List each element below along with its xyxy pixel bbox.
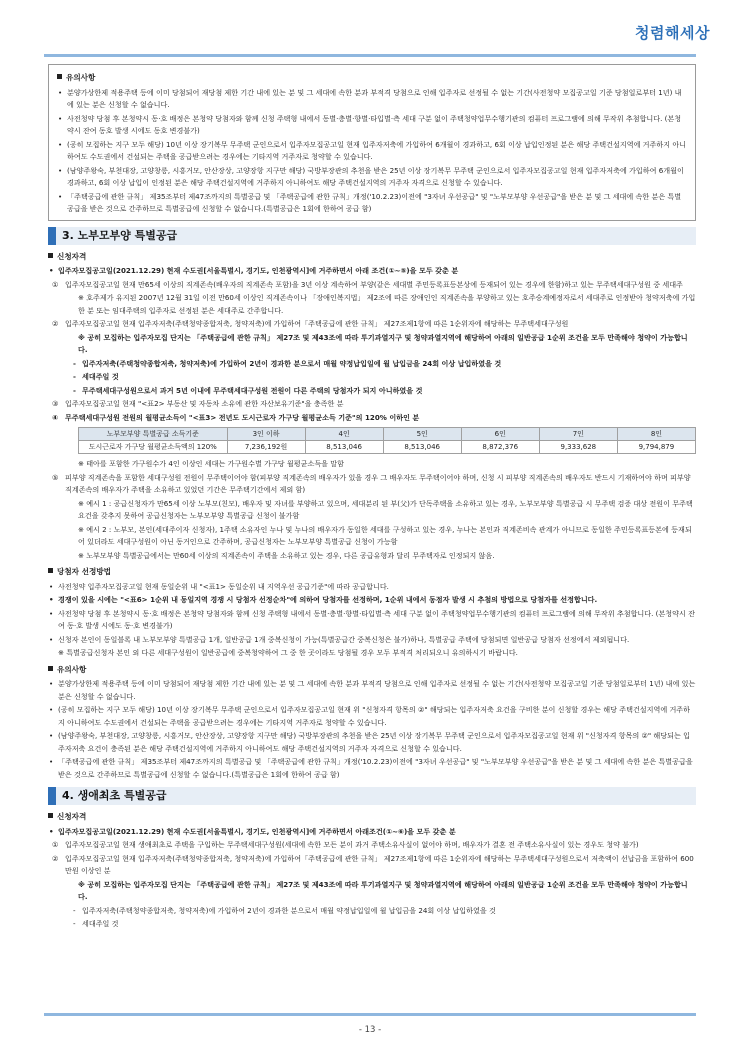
numbered-item: ① 입주자모집공고일 현재 생애최초로 주택을 구입하는 무주택세대구성원(세대에 속한 모든 분이 과거 주택소유사실이 없어야 하며, 배우자가 결혼 전 주택소유사실이 있는 경우도 청약 불가) (52, 840, 639, 849)
page-number: - 13 - (358, 1025, 382, 1035)
bullet-item: • 신청자 본인이 동일블록 내 노부모부양 특별공급 1개, 일반공급 1개 중복신청이 가능(특별공급간 중복신청은 불가)하나, 특별공급 주택에 당첨되면 일반공급 당첨자 선정에서 제외됩니다. (48, 634, 696, 647)
page-content (48, 64, 696, 932)
bullet-item: • (남양주왕숙, 부천대장, 고양창릉, 시흥거모, 안산장상, 고양장항 지구만 해당) 국방부장관의 추천을 받은 25년 이상 장기복무 무주택 군인으로서 입주자모집공고일 현재 위 "신청자격 항목의 ②" 해당되는 입주자저축 요건이 충족된 분은 해당 주택건설지역에 거주하지 아니하여도 해당 주택건설지역의 거주자 자격으로 신청할 수 있습니다. (48, 730, 696, 755)
table-header-cell: 8인 (617, 428, 695, 441)
section-marker (48, 227, 56, 245)
table-header-cell: 7인 (539, 428, 617, 441)
dash-item: - 세대주일 것 (48, 371, 696, 384)
note-item: ※ 특별공급신청자 본인 외 다른 세대구성원이 일반공급에 중복청약하여 그 중 한 곳이라도 당첨될 경우 모두 부적격 처리되오니 유의하시기 바랍니다. (58, 648, 518, 657)
note-item: ※ 공히 모집하는 입주자모집 단지는 「주택공급에 관한 규칙」 제27조 및 제43조에 따라 투기과열지구 및 청약과열지역에 해당하여 아래의 일반공급 1순위 조건을 모두 만족해야 청약이 가능합니다. (78, 332, 688, 354)
table-header-row (79, 428, 696, 441)
bullet-item: • 사전청약 당첨 후 본청약시 동·호 배정은 본청약 당첨자와 함께 신청 주택형 내에서 동별·층별·향별·타입별·측 세대 구분 없이 주택청약업무수행기관의 컴퓨터 프로그램에 의해 무작위 추첨합니다. (본청약시 잔여 동·호 발생 시에도 동·호 변경불가) (48, 608, 696, 633)
top-divider (44, 54, 696, 57)
numbered-item: ② 입주자모집공고일 현재 입주자저축(주택청약종합저축, 청약저축)에 가입하여「주택공급에 관한 규칙」 제27조제1항에 따른 1순위자에 해당하는 무주택세대구성원으로서 저축액이 선납금을 포함하여 600만원 이상인 분 (52, 853, 694, 875)
table-cell: 8,513,046 (305, 441, 383, 454)
bullet-item: • 사전청약 당첨 후 본청약시 동·호 배정은 본청약 당첨자와 함께 신청 주택형 내에서 동별·층별·향별·타입별·측 세대 구분 없이 주택청약업무수행기관의 컴퓨터 프로그램에 의해 무작위 추첨합니다. (본청약시 잔여 동호 발생 시에도 동호 변경불가) (57, 113, 687, 138)
subheading: 신청자격 (48, 811, 696, 824)
table-cell: 8,872,376 (461, 441, 539, 454)
section-heading: 4. 생애최초 특별공급 (48, 787, 696, 805)
bottom-divider (44, 1013, 696, 1016)
bullet-item: • 입주자모집공고일(2021.12.29) 현재 수도권[서울특별시, 경기도, 인천광역시]에 거주하면서 아래 조건(①~⑤)을 모두 갖춘 분 (48, 265, 696, 278)
table-header-cell: 3인 이하 (227, 428, 305, 441)
note-item: ※ 예시 1 : 공급신청자가 만65세 이상 노부모(친모), 배우자 및 자녀를 부양하고 있으며, 세대분리 된 부(父)가 단독주택을 소유하고 있는 경우, 노부모부양 특별공급 시 무주택 검증 대상 전원이 무주택요건을 갖추지 못하여 공급신청자는 노부모부양 특별공급 신청이 불가함 (78, 498, 693, 520)
table-cell: 9,333,628 (539, 441, 617, 454)
logo: 청렴해세상 (635, 24, 710, 42)
square-bullet-icon (48, 666, 53, 671)
table-header-cell: 4인 (305, 428, 383, 441)
dash-item: - 입주자저축(주택청약종합저축, 청약저축)에 가입하여 2년이 경과한 분으로서 매월 약정납입일에 월 납입금을 24회 이상 납입하였을 것 (48, 905, 696, 918)
section-marker (48, 787, 56, 805)
table-cell: 8,513,046 (383, 441, 461, 454)
table-header-cell: 5인 (383, 428, 461, 441)
square-bullet-icon (48, 568, 53, 573)
note-item: ※ 노부모부양 특별공급에서는 만60세 이상의 직계존속이 주택을 소유하고 있는 경우, 다른 공급유형과 달리 무주택자로 인정되지 않음. (78, 550, 495, 560)
bullet-item: • 경쟁이 있을 시에는 "<표6> 1순위 내 동일지역 경쟁 시 당첨자 선정순차"에 의하여 당첨자를 선정하며, 1순위 내에서 동점자 발생 시 추첨의 방법으로 당첨자를 선정합니다. (48, 594, 696, 607)
subheading: 유의사항 (48, 664, 696, 677)
bullet-item: • 사전청약 입주자모집공고일 현재 동일순위 내 "<표1> 동일순위 내 지역우선 공급기준"에 따라 공급합니다. (48, 581, 696, 594)
bullet-item: • (남양주왕숙, 부천대장, 고양창릉, 시흥거모, 안산장상, 고양장항 지구만 해당) 국방부장관의 추천을 받은 25년 이상 장기복무 무주택 군인으로서 입주자모집공고일 현재 입주자저축에 가입하여 6개월이 경과하고, 6회 이상 납입이 인정된 분은 해당 주택건설지역에 거주하지 아니하여도 해당 주택건설지역의 거주자 자격으로 신청할 수 있습니다. (57, 165, 687, 190)
square-bullet-icon (48, 253, 53, 258)
note-item: ※ 태아를 포함한 가구원수가 4인 이상인 세대는 가구원수별 가구당 월평균소득을 말함 (78, 459, 344, 468)
note-item: ※ 공히 모집하는 입주자모집 단지는 「주택공급에 관한 규칙」 제27조 및 제43조에 따라 투기과열지구 및 청약과열지역에 해당하여 아래의 일반공급 1순위 조건을 모두 만족해야 청약이 가능합니다. (78, 879, 688, 901)
table-header-cell: 노부모부양 특별공급 소득기준 (79, 428, 228, 441)
dash-item: - 입주자저축(주택청약종합저축, 청약저축)에 가입하여 2년이 경과한 분으로서 매월 약정납입일에 월 납입금을 24회 이상 납입하였을 것 (48, 358, 696, 371)
table-cell: 7,236,192원 (227, 441, 305, 454)
table-cell: 도시근로자 가구당 월평균소득액의 120% (79, 441, 228, 454)
numbered-item: ③ 입주자모집공고일 현재 "<표2> 부동산 및 자동차 소유에 관한 자산보유기준"을 충족한 분 (52, 399, 344, 408)
numbered-item: ④ 무주택세대구성원 전원의 월평균소득이 "<표3> 전년도 도시근로자 가구당 월평균소득 기준"의 120% 이하인 분 (52, 412, 420, 422)
bullet-item: • 「주택공급에 관한 규칙」 제35조부터 제47조까지의 특별공급 및 「주택공급에 관한 규칙」개정('10.2.23)이전에 "3자녀 우선공급" 및 "노부모부양 우선공급"을 받은 분 및 그 세대에 속한 분은 특별공급을 받은 것으로 간주하므로 특별공급에 신청할 수 없습니다.(특별공급은 1회에 한하여 공급 함) (57, 191, 687, 216)
top-caution-box (48, 64, 696, 221)
dash-item: - 무주택세대구성원으로서 과거 5년 이내에 무주택세대구성원 전원이 다른 주택의 당첨자가 되지 아니하였을 것 (48, 385, 696, 398)
bullet-item: • (공히 모집하는 지구 모두 해당) 10년 이상 장기복무 무주택 군인으로서 입주자모집공고일 현재 위 "신청자격 항목의 ②" 해당되는 입주자저축 요건을 구비한 분이 신청할 경우는 해당 주택건설지역에 거주하지 아니하여도 수도권에서 건설되는 주택을 공급받으려는 경우에는 기타지역 거주자로 청약할 수 있습니다. (48, 704, 696, 729)
table-header-cell: 6인 (461, 428, 539, 441)
square-bullet-icon (57, 74, 62, 79)
bullet-item: • 분양가상한제 적용주택 등에 이미 당첨되어 재당첨 제한 기간 내에 있는 분 및 그 세대에 속한 분과 부적격 당첨으로 인해 입주자로 선정될 수 없는 기간(사전청약 모집공고일 기준 당첨일로부터 1년) 내에 있는 분은 신청할 수 없습니다. (48, 678, 696, 703)
bullet-item: • 입주자모집공고일(2021.12.29) 현재 수도권[서울특별시, 경기도, 인천광역시]에 거주하면서 아래조건(①~⑥)을 모두 갖춘 분 (48, 826, 696, 839)
subheading: 신청자격 (48, 251, 696, 264)
subheading: 유의사항 (57, 72, 687, 85)
bullet-item: • 「주택공급에 관한 규칙」 제35조부터 제47조까지의 특별공급 및 「주택공급에 관한 규칙」개정('10.2.23)이전에 "3자녀 우선공급" 및 "노부모부양 우선공급"을 받은 분 및 그 세대에 속한 분은 특별공급을 받은 것으로 간주하므로 특별공급에 신청할 수 없습니다.(특별공급은 1회에 한하여 공급 함) (48, 756, 696, 781)
subheading: 당첨자 선정방법 (48, 566, 696, 579)
note-item: ※ 예시 2 : 노부모, 본인(세대주이자 신청자), 1주택 소유자인 누나 및 누나의 배우자가 동일한 세대를 구성하고 있는 경우, 누나는 본인과 직계존비속 관계가 아니므로 동일한 주민등록표등본에 등재되어 있더라도 세대구성원이 아닌 동거인으로 간주하며, 공급신청자는 노부모부양 특별공급 신청이 가능함 (78, 524, 692, 546)
numbered-item: ① 입주자모집공고일 현재 만65세 이상의 직계존속(배우자의 직계존속 포함)을 3년 이상 계속하여 부양(같은 세대별 주민등록표등본상에 등재되어 있는 경우에 한함)하고 있는 무주택세대구성원 중 세대주 (52, 279, 683, 289)
note-item: ※ 호주제가 유지된 2007년 12월 31일 이전 만60세 이상인 직계존속이나 「장애인복지법」 제2조에 따른 장애인인 직계존속을 부양하고 있는 호주승계예정자로서 세대주로 인정받아 청약저축에 가입한 분 또는 임대주택의 입주자로 선정된 분은 세대주로 간주합니다. (78, 293, 696, 315)
dash-item: - 세대주일 것 (48, 918, 696, 931)
table-cell: 9,794,879 (617, 441, 695, 454)
numbered-item: ② 입주자모집공고일 현재 입주자저축(주택청약종합저축, 청약저축)에 가입하여「주택공급에 관한 규칙」 제27조제1항에 따른 1순위자에 해당하는 무주택세대구성원 (52, 319, 569, 328)
income-table (78, 427, 696, 454)
bullet-item: • 분양가상한제 적용주택 등에 이미 당첨되어 재당첨 제한 기간 내에 있는 분 및 그 세대에 속한 분과 부적격 당첨으로 인해 입주자로 선정될 수 없는 기간(사전청약 모집공고일 기준 당첨일로부터 1년) 내에 있는 분은 신청할 수 없습니다. (57, 87, 687, 112)
table-row (79, 441, 696, 454)
bullet-item: • (공히 모집하는 지구 모두 해당) 10년 이상 장기복무 무주택 군인으로서 입주자모집공고일 현재 입주자저축에 가입하여 6개월이 경과하고, 6회 이상 납입인정된 분은 해당 주택건설지역에 거주하지 아니하여도 수도권에서 건설되는 주택을 공급받으려는 경우에는 기타지역 거주자로 청약할 수 있습니다. (57, 139, 687, 164)
square-bullet-icon (48, 813, 53, 818)
numbered-item: ⑤ 피부양 직계존속을 포함한 세대구성원 전원이 무주택이어야 함(피부양 직계존속의 배우자가 있을 경우 그 배우자도 무주택이어야 하며, 신청 시 피부양 직계존속의 배우자도 반드시 기재하여야 하며 피부양 직계존속의 배우자가 주택을 소유하고 있었던 기간은 무주택기간에서 제외 함) (52, 472, 691, 494)
section-heading: 3. 노부모부양 특별공급 (48, 227, 696, 245)
